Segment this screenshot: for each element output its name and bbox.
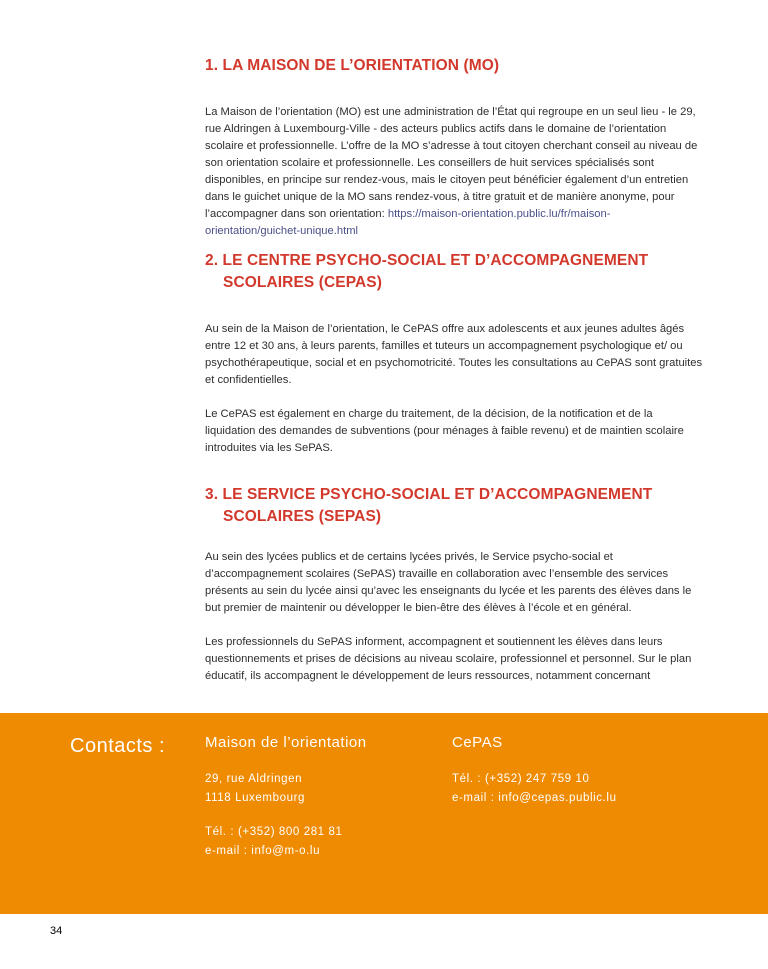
page-number: 34 — [50, 925, 63, 937]
contact-cepas-name: CePAS — [452, 734, 503, 751]
contact-cepas-phone: Tél. : (+352) 247 759 10 — [452, 773, 590, 785]
section-3-title: 3. LE SERVICE PSYCHO-SOCIAL ET D’ACCOMPAGNEMENT SCOLAIRES (SEPAS) — [205, 486, 653, 525]
section-1-title: 1. LA MAISON DE L’ORIENTATION (MO) — [205, 57, 500, 74]
contact-mo-email: e-mail : info@m-o.lu — [205, 845, 321, 857]
section-3-paragraph-2: Les professionnels du SePAS informent, accompagnent et soutiennent les élèves dans leurs questionnements et prises de décisions au niveau scolaire, professionnel et personnel. Sur le plan éducatif, ils accompagnent le développement de leurs ressources, notamment concernant — [205, 636, 692, 682]
section-2-title: 2. LE CENTRE PSYCHO-SOCIAL ET D’ACCOMPAGNEMENT SCOLAIRES (CEPAS) — [205, 252, 649, 291]
contact-mo-address-2: 1118 Luxembourg — [205, 792, 306, 804]
contacts-title: Contacts : — [70, 735, 166, 757]
contact-cepas — [452, 733, 617, 808]
contact-mo-address-1: 29, rue Aldringen — [205, 773, 303, 785]
guichet-unique-link[interactable]: https://maison-orientation.public.lu/fr/maison-orientation/guichet-unique.html — [205, 208, 611, 237]
section-3-paragraph-1: Au sein des lycées publics et de certains lycées privés, le Service psycho-social et d’accompagnement scolaires (SePAS) travaille en collaboration avec l’ensemble des services présents au sein du lycée ainsi qu’avec les enseignants du lycée et les parents des élèves dans le but premier de maintenir ou développer le bien-être des élèves à l’école et en général. — [205, 551, 692, 614]
section-2-paragraph-1: Au sein de la Maison de l’orientation, le CePAS offre aux adolescents et aux jeunes adultes âgés entre 12 et 30 ans, à leurs parents, familles et tuteurs un accompagnement psychologique et/ ou psychothérapeutique, social et en psychomotricité. Toutes les consultations au CePAS sont gratuites et confidentielles. — [205, 323, 703, 386]
contact-mo-name: Maison de l’orientation — [205, 734, 367, 751]
section-2-paragraph-2: Le CePAS est également en charge du traitement, de la décision, de la notification et de la liquidation des demandes de subventions (pour ménages à faible revenu) et de maintien scolaire introduites via les SePAS. — [205, 408, 684, 454]
contacts-footer — [0, 713, 768, 914]
contact-mo-phone: Tél. : (+352) 800 281 81 — [205, 826, 343, 838]
contact-cepas-email: e-mail : info@cepas.public.lu — [452, 792, 617, 804]
contact-mo — [205, 733, 367, 861]
section-1-paragraph: La Maison de l’orientation (MO) est une administration de l’État qui regroupe en un seul lieu - le 29, rue Aldringen à Luxembourg-Ville - des acteurs publics actifs dans le domaine de l’orientation scolaire et professionnelle. L’offre de la MO s’adresse à tout citoyen cherchant conseil au niveau de son orientation scolaire et professionnelle. Les conseillers de huit services spécialisés sont disponibles, en principe sur rendez-vous, mais le citoyen peut bénéficier également d’un entretien dans le guichet unique de la MO sans rendez-vous, à titre gratuit et de manière anonyme, pour l’accompagner dans son orientation: https://maison-orientation.public.lu/fr/maison-orientation/guichet-unique.html — [205, 106, 698, 237]
